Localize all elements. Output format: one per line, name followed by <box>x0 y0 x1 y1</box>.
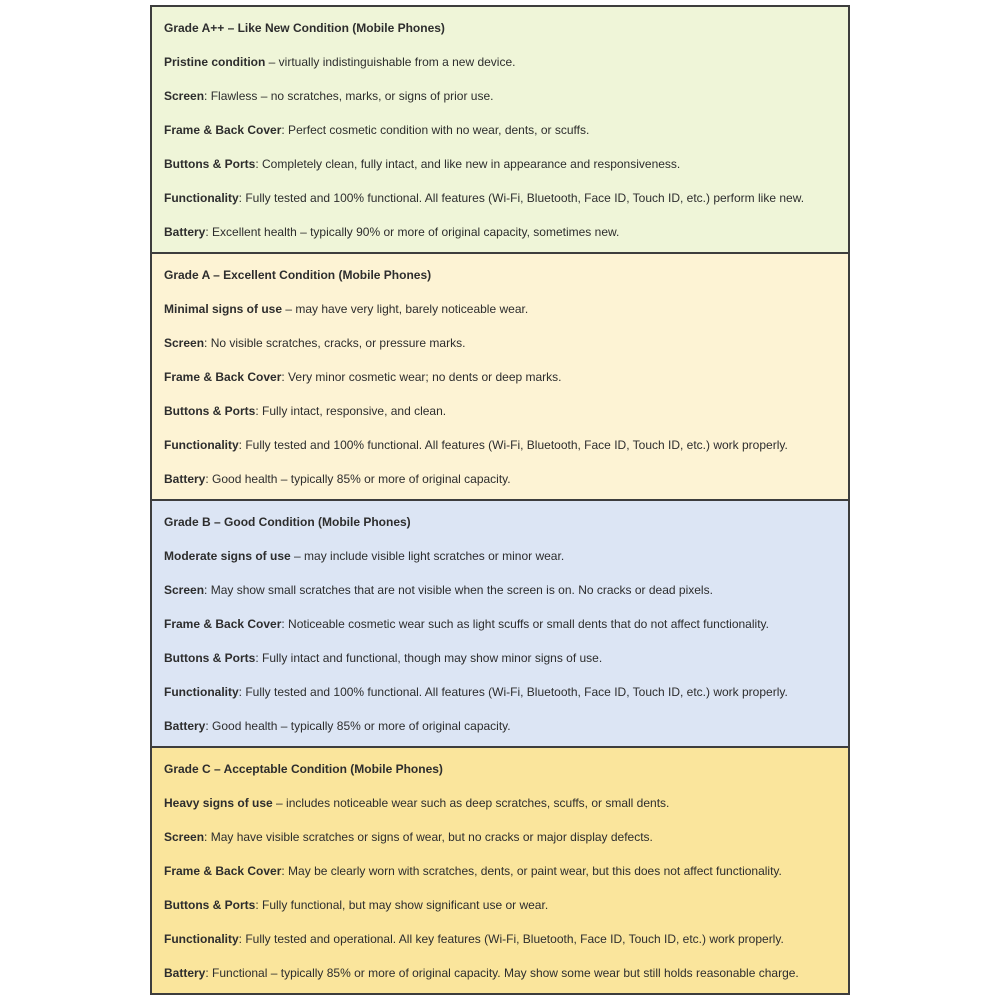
item-text: : Fully tested and 100% functional. All features (Wi-Fi, Bluetooth, Face ID, Touch ID, etc.) work properly. <box>238 438 788 452</box>
item-functionality <box>164 683 838 702</box>
item-label: Battery <box>164 472 206 486</box>
item-label: Screen <box>164 336 205 350</box>
item-label: Functionality <box>164 685 239 699</box>
item-heavy-signs-of-use <box>164 794 838 813</box>
item-label: Frame & Back Cover <box>164 370 282 384</box>
item-frame-back-cover <box>164 368 838 387</box>
item-text: : Functional – typically 85% or more of original capacity. May show some wear but still holds reasonable charge. <box>205 966 799 980</box>
item-text: – includes noticeable wear such as deep scratches, scuffs, or small dents. <box>272 796 670 810</box>
item-screen <box>164 334 838 353</box>
item-text: : Fully tested and operational. All key features (Wi-Fi, Bluetooth, Face ID, Touch ID, etc.) work properly. <box>238 932 784 946</box>
grade-c-section <box>150 746 850 995</box>
item-text: : Flawless – no scratches, marks, or signs of prior use. <box>204 89 494 103</box>
item-text: : Very minor cosmetic wear; no dents or deep marks. <box>281 370 562 384</box>
item-label: Pristine condition <box>164 55 266 69</box>
item-label: Battery <box>164 966 206 980</box>
item-battery <box>164 717 838 736</box>
grade-a-plus-plus-section <box>150 5 850 254</box>
item-text: : Noticeable cosmetic wear such as light scuffs or small dents that do not affect functionality. <box>281 617 769 631</box>
item-battery <box>164 470 838 489</box>
item-label: Minimal signs of use <box>164 302 283 316</box>
item-label: Buttons & Ports <box>164 651 256 665</box>
item-functionality <box>164 436 838 455</box>
item-text: – virtually indistinguishable from a new device. <box>265 55 516 69</box>
item-text: : Fully intact and functional, though may show minor signs of use. <box>255 651 603 665</box>
item-functionality <box>164 930 838 949</box>
item-functionality <box>164 189 838 208</box>
grading-document <box>150 5 850 995</box>
item-label: Frame & Back Cover <box>164 123 282 137</box>
item-moderate-signs-of-use <box>164 547 838 566</box>
item-text: – may include visible light scratches or minor wear. <box>290 549 565 563</box>
item-label: Buttons & Ports <box>164 404 256 418</box>
grade-a-heading: Grade A – Excellent Condition (Mobile Phones) <box>164 268 432 282</box>
item-text: : No visible scratches, cracks, or pressure marks. <box>204 336 466 350</box>
item-buttons-ports <box>164 649 838 668</box>
item-text: : May have visible scratches or signs of wear, but no cracks or major display defects. <box>204 830 653 844</box>
item-text: : Perfect cosmetic condition with no wear, dents, or scuffs. <box>281 123 590 137</box>
item-label: Frame & Back Cover <box>164 864 282 878</box>
item-label: Functionality <box>164 191 239 205</box>
item-text: : Fully tested and 100% functional. All features (Wi-Fi, Bluetooth, Face ID, Touch ID, etc.) work properly. <box>238 685 788 699</box>
item-text: : Good health – typically 85% or more of original capacity. <box>205 472 511 486</box>
item-pristine-condition <box>164 53 838 72</box>
item-label: Screen <box>164 830 205 844</box>
item-label: Heavy signs of use <box>164 796 273 810</box>
grade-a-section <box>150 252 850 501</box>
item-minimal-signs-of-use <box>164 300 838 319</box>
item-frame-back-cover <box>164 121 838 140</box>
item-frame-back-cover <box>164 615 838 634</box>
grade-a-plus-plus-heading: Grade A++ – Like New Condition (Mobile Phones) <box>164 21 445 35</box>
item-text: : May be clearly worn with scratches, dents, or paint wear, but this does not affect functionality. <box>281 864 782 878</box>
item-text: : Fully tested and 100% functional. All features (Wi-Fi, Bluetooth, Face ID, Touch ID, etc.) perform like new. <box>238 191 805 205</box>
item-text: : May show small scratches that are not visible when the screen is on. No cracks or dead pixels. <box>204 583 713 597</box>
item-label: Buttons & Ports <box>164 157 256 171</box>
item-label: Screen <box>164 583 205 597</box>
item-buttons-ports <box>164 155 838 174</box>
item-battery <box>164 964 838 983</box>
grade-c-heading: Grade C – Acceptable Condition (Mobile Phones) <box>164 762 443 776</box>
grade-b-section <box>150 499 850 748</box>
item-label: Screen <box>164 89 205 103</box>
item-label: Frame & Back Cover <box>164 617 282 631</box>
item-label: Moderate signs of use <box>164 549 291 563</box>
item-text: : Good health – typically 85% or more of original capacity. <box>205 719 511 733</box>
item-label: Functionality <box>164 438 239 452</box>
item-label: Buttons & Ports <box>164 898 256 912</box>
item-screen <box>164 828 838 847</box>
item-frame-back-cover <box>164 862 838 881</box>
item-text: – may have very light, barely noticeable wear. <box>282 302 529 316</box>
item-label: Battery <box>164 225 206 239</box>
item-battery <box>164 223 838 242</box>
item-buttons-ports <box>164 402 838 421</box>
item-label: Functionality <box>164 932 239 946</box>
item-text: : Excellent health – typically 90% or more of original capacity, sometimes new. <box>205 225 620 239</box>
item-buttons-ports <box>164 896 838 915</box>
item-text: : Fully functional, but may show significant use or wear. <box>255 898 549 912</box>
item-text: : Fully intact, responsive, and clean. <box>255 404 447 418</box>
grade-b-heading: Grade B – Good Condition (Mobile Phones) <box>164 515 411 529</box>
item-screen <box>164 581 838 600</box>
item-text: : Completely clean, fully intact, and like new in appearance and responsiveness. <box>255 157 681 171</box>
item-screen <box>164 87 838 106</box>
item-label: Battery <box>164 719 206 733</box>
